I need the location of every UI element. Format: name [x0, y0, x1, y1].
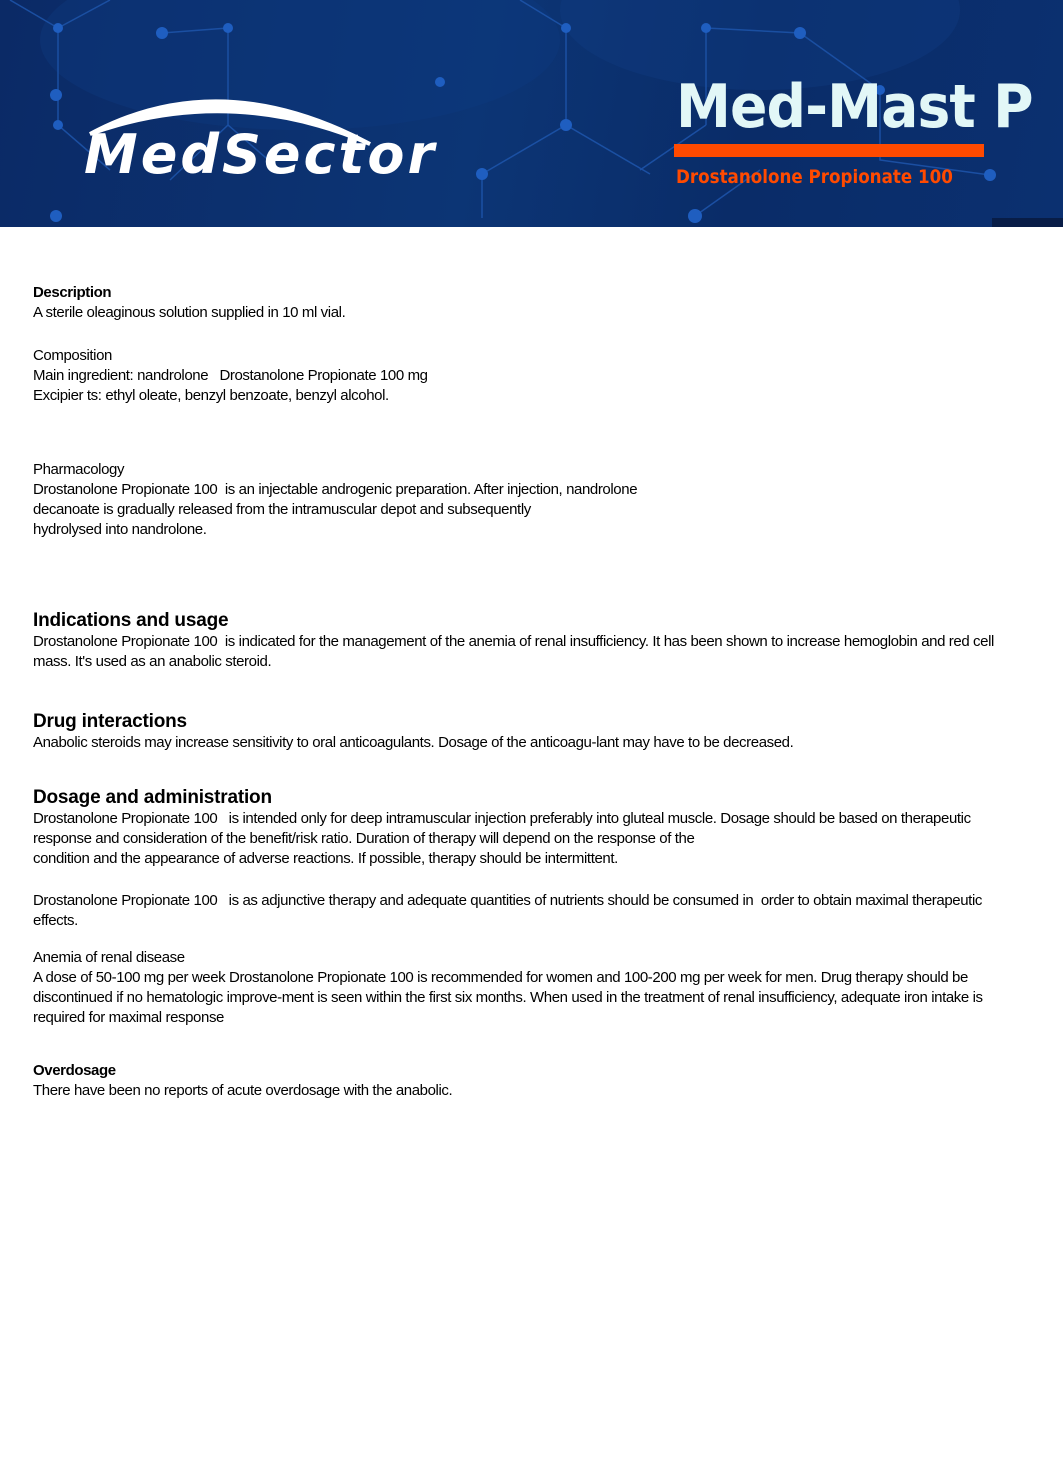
- text-line: Excipier ts: ethyl oleate, benzyl benzoate, benzyl alcohol.: [33, 387, 389, 404]
- text-line: mass. It's used as an anabolic steroid.: [33, 653, 272, 670]
- text-line: effects.: [33, 912, 78, 929]
- text-line: condition and the appearance of adverse reactions. If possible, therapy should be intermittent.: [33, 850, 618, 867]
- logo: MedSector: [84, 123, 438, 186]
- header-banner: [0, 0, 1063, 227]
- section-heading: Dosage and administration: [33, 787, 272, 808]
- text-line: A dose of 50-100 mg per week Drostanolone Propionate 100 is recommended for women and 100-200 mg per week for men. Drug therapy should be: [33, 969, 968, 986]
- section-dosage: [33, 787, 971, 869]
- section-heading: Indications and usage: [33, 610, 229, 631]
- corner-block: [992, 218, 1063, 227]
- text-line: Drostanolone Propionate 100 is indicated for the management of the anemia of renal insufficiency. It has been shown to increase hemoglobin and red cell: [33, 633, 994, 650]
- text-line: Drostanolone Propionate 100 is intended only for deep intramuscular injection preferably into gluteal muscle. Dosage should be based on therapeutic: [33, 810, 971, 827]
- section-heading: Pharmacology: [33, 461, 125, 478]
- section-indications: [33, 610, 994, 672]
- section-drug-interactions: [33, 711, 793, 753]
- text-line: discontinued if no hematologic improve-ment is seen within the first six months. When used in the treatment of renal insufficiency, adequate iron intake is: [33, 989, 983, 1006]
- text-line: hydrolysed into nandrolone.: [33, 521, 207, 538]
- product-subtitle: Drostanolone Propionate 100: [676, 166, 953, 188]
- text-line: Main ingredient: nandrolone Drostanolone Propionate 100 mg: [33, 367, 428, 384]
- text-line: There have been no reports of acute overdosage with the anabolic.: [33, 1082, 453, 1099]
- section-heading: Composition: [33, 347, 112, 364]
- section-heading: Anemia of renal disease: [33, 949, 185, 966]
- text-line: A sterile oleaginous solution supplied in 10 ml vial.: [33, 304, 346, 321]
- text-line: required for maximal response: [33, 1009, 224, 1026]
- section-adjunctive: [33, 891, 982, 931]
- section-heading: Description: [33, 284, 112, 301]
- text-line: decanoate is gradually released from the intramuscular depot and subsequently: [33, 501, 531, 518]
- text-line: Drostanolone Propionate 100 is an injectable androgenic preparation. After injection, nandrolone: [33, 481, 638, 498]
- product-title: Med-Mast P: [676, 72, 1033, 142]
- text-line: Anabolic steroids may increase sensitivity to oral anticoagulants. Dosage of the anticoagu-lant may have to be decreased.: [33, 734, 794, 751]
- section-heading: Overdosage: [33, 1062, 116, 1079]
- accent-bar: [674, 144, 984, 157]
- section-anemia: [33, 948, 983, 1028]
- section-composition: [33, 346, 428, 406]
- section-heading: Drug interactions: [33, 711, 187, 732]
- section-overdosage: [33, 1061, 452, 1101]
- text-line: Drostanolone Propionate 100 is as adjunctive therapy and adequate quantities of nutrients should be consumed in order to obtain maximal therapeutic: [33, 892, 982, 909]
- text-line: response and consideration of the benefit/risk ratio. Duration of therapy will depend on the response of the: [33, 830, 695, 847]
- section-pharmacology: [33, 460, 637, 540]
- section-description: [33, 283, 345, 323]
